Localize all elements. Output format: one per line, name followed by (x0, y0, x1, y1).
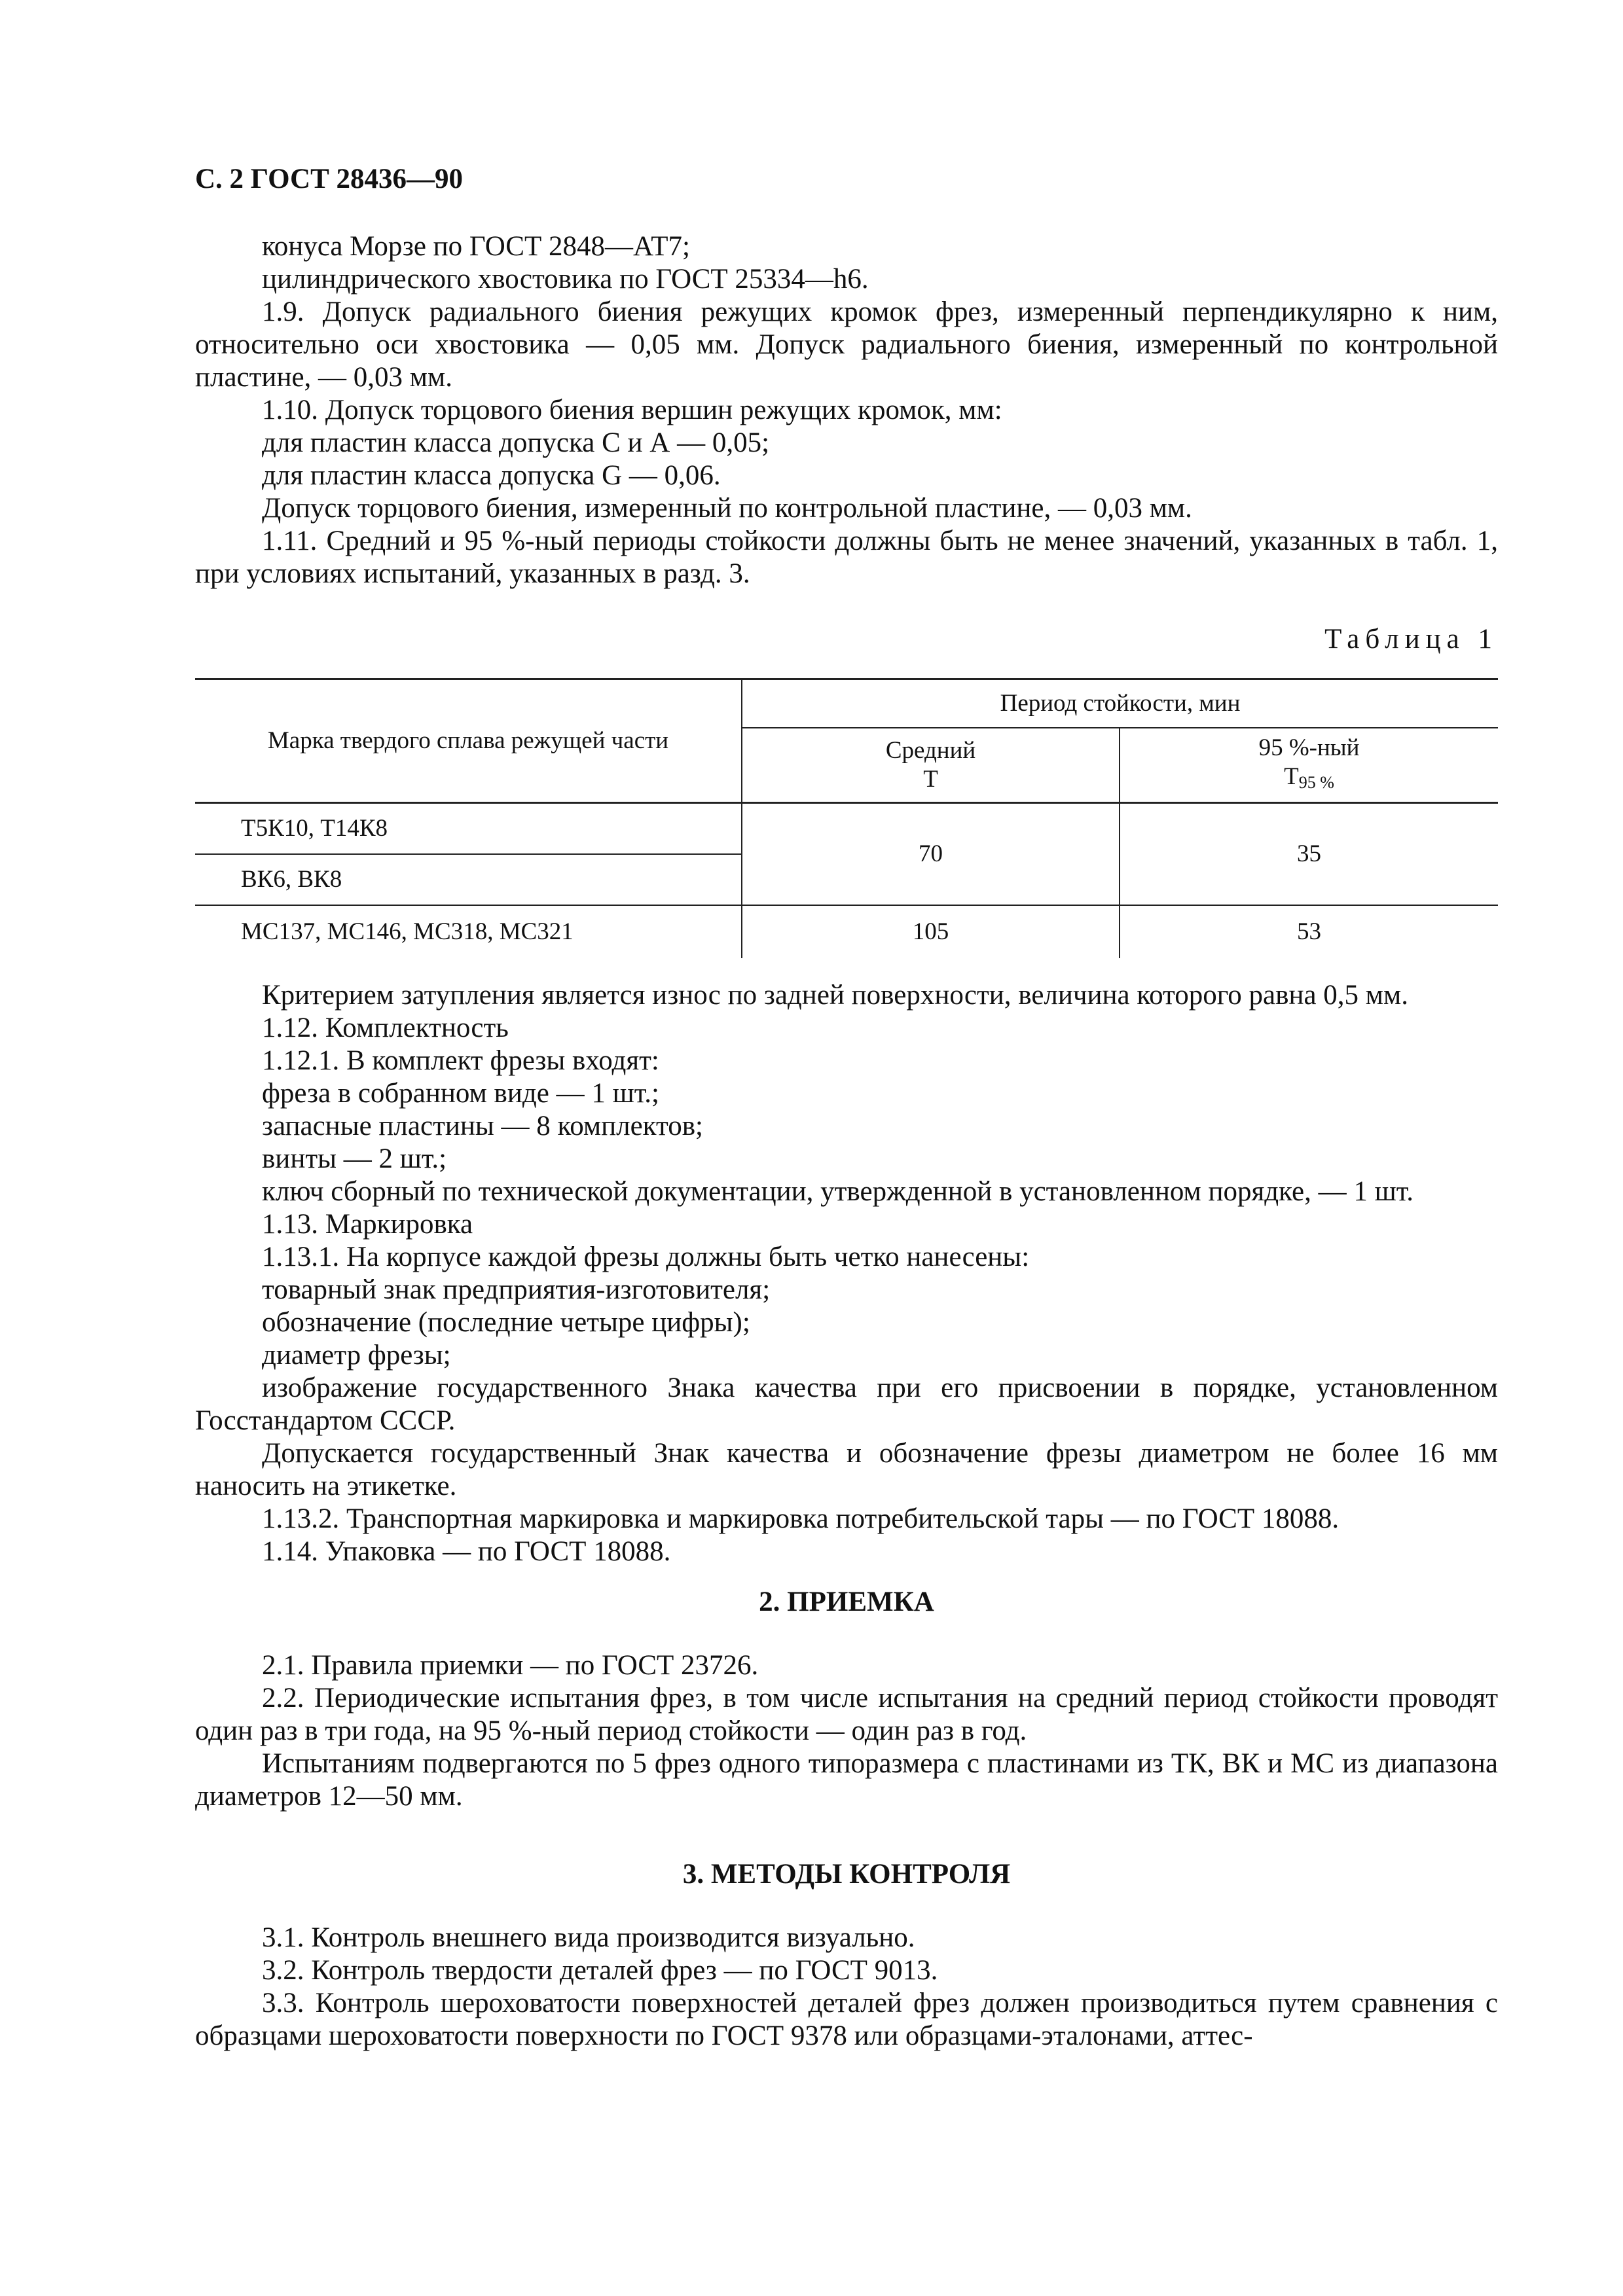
clause-1-14: 1.14. Упаковка — по ГОСТ 18088. (262, 1536, 671, 1567)
clause-3-3: 3.3. Контроль шероховатости поверхностей деталей фрез должен производиться путем сравнения с образцами шероховатости поверхности по ГОСТ 9378 или образцами-эталонами, аттес- (195, 1988, 1498, 2051)
clause-1-10: 1.10. Допуск торцового биения вершин режущих кромок, мм: (262, 395, 1002, 425)
clause-3-1: 3.1. Контроль внешнего вида производится визуально. (262, 1922, 915, 1953)
clause-1-12-1: 1.12.1. В комплект фрезы входят: (262, 1045, 659, 1076)
header-average (742, 728, 1120, 803)
kit-item-3: винты — 2 шт.; (262, 1143, 447, 1174)
intro-block (195, 230, 1498, 590)
table-row-grade-3: МС137, МС146, МС318, МС321 (195, 905, 742, 958)
cell-avg-last: 105 (742, 905, 1120, 958)
intro-line-2: цилиндрического хвостовика по ГОСТ 25334—h6. (262, 264, 869, 295)
section-1-continued (195, 979, 1498, 1568)
header-95-symbol (1127, 762, 1491, 797)
cell-avg-merged: 70 (742, 803, 1120, 906)
header-95-label: 95 %-ный (1258, 734, 1360, 761)
section-2-title: 2. ПРИЕМКА (759, 1587, 934, 1617)
header-average-label: Средний (885, 737, 976, 764)
clause-2-2: 2.2. Периодические испытания фрез, в том числе испытания на средний период стойкости проводят один раз в три года, на 95 %-ный период стойкости — один раз в год. (195, 1683, 1498, 1746)
clause-1-13-1: 1.13.1. На корпусе каждой фрезы должны быть четко нанесены: (262, 1242, 1030, 1272)
intro-line-1: конуса Морзе по ГОСТ 2848—АТ7; (262, 231, 690, 262)
clause-1-10-b: для пластин класса допуска G — 0,06. (262, 460, 721, 491)
mark-item-2: обозначение (последние четыре цифры); (262, 1307, 750, 1338)
clause-1-10-c: Допуск торцового биения, измеренный по контрольной пластине, — 0,03 мм. (262, 493, 1192, 524)
clause-1-10-a: для пластин класса допуска С и А — 0,05; (262, 427, 770, 458)
clause-1-9: 1.9. Допуск радиального биения режущих кромок фрез, измеренный перпендикулярно к ним, относительно оси хвостовика — 0,05 мм. Допуск радиального биения, измеренный по контрольной пластине, — 0,03 мм. (195, 296, 1498, 393)
kit-item-1: фреза в собранном виде — 1 шт.; (262, 1078, 659, 1109)
table-row-grade-1: Т5К10, Т14К8 (195, 803, 742, 855)
header-95 (1120, 728, 1498, 803)
clause-1-11: 1.11. Средний и 95 %-ный периоды стойкости должны быть не менее значений, указанных в табл. 1, при условиях испытаний, указанных в разд. 3. (195, 526, 1498, 589)
mark-item-3: диаметр фрезы; (262, 1340, 451, 1371)
kit-item-2: запасные пластины — 8 комплектов; (262, 1111, 703, 1141)
clause-1-13: 1.13. Маркировка (262, 1209, 473, 1240)
cell-95-merged: 35 (1120, 803, 1498, 906)
clause-2-1: 2.1. Правила приемки — по ГОСТ 23726. (262, 1650, 759, 1681)
clause-2-2-b: Испытаниям подвергаются по 5 фрез одного типоразмера с пластинами из ТК, ВК и МС из диапазона диаметров 12—50 мм. (195, 1748, 1498, 1812)
kit-item-4: ключ сборный по технической документации, утвержденной в установленном порядке, — 1 шт. (262, 1176, 1414, 1207)
table-caption: Таблица 1 (1324, 624, 1498, 655)
clause-1-12: 1.12. Комплектность (262, 1013, 509, 1043)
mark-item-1: товарный знак предприятия-изготовителя; (262, 1274, 771, 1305)
cell-95-last: 53 (1297, 918, 1321, 945)
header-average-symbol: Т (923, 766, 938, 793)
header-grade: Марка твердого сплава режущей части (195, 679, 742, 803)
clause-1-13-2: 1.13.2. Транспортная маркировка и маркировка потребительской тары — по ГОСТ 18088. (262, 1503, 1340, 1534)
mark-label: Допускается государственный Знак качества и обозначение фрезы диаметром не более 16 мм наносить на этикетке. (195, 1438, 1498, 1501)
clause-3-2: 3.2. Контроль твердости деталей фрез — по ГОСТ 9013. (262, 1955, 938, 1986)
section-3 (195, 1856, 1498, 2053)
header-period-group: Период стойкости, мин (742, 679, 1498, 728)
mark-quality: изображение государственного Знака качества при его присвоении в порядке, установленном Госстандартом СССР. (195, 1372, 1498, 1436)
header-95-subscript: 95 % (1298, 772, 1334, 792)
header-95-T: Т (1284, 762, 1299, 790)
table-row-grade-2: ВК6, ВК8 (195, 854, 742, 905)
section-3-title: 3. МЕТОДЫ КОНТРОЛЯ (682, 1859, 1011, 1890)
page-header: С. 2 ГОСТ 28436—90 (195, 164, 464, 194)
criterion-paragraph: Критерием затупления является износ по задней поверхности, величина которого равна 0,5 мм. (262, 980, 1408, 1011)
tool-life-table (195, 678, 1498, 958)
section-2 (195, 1584, 1498, 1813)
